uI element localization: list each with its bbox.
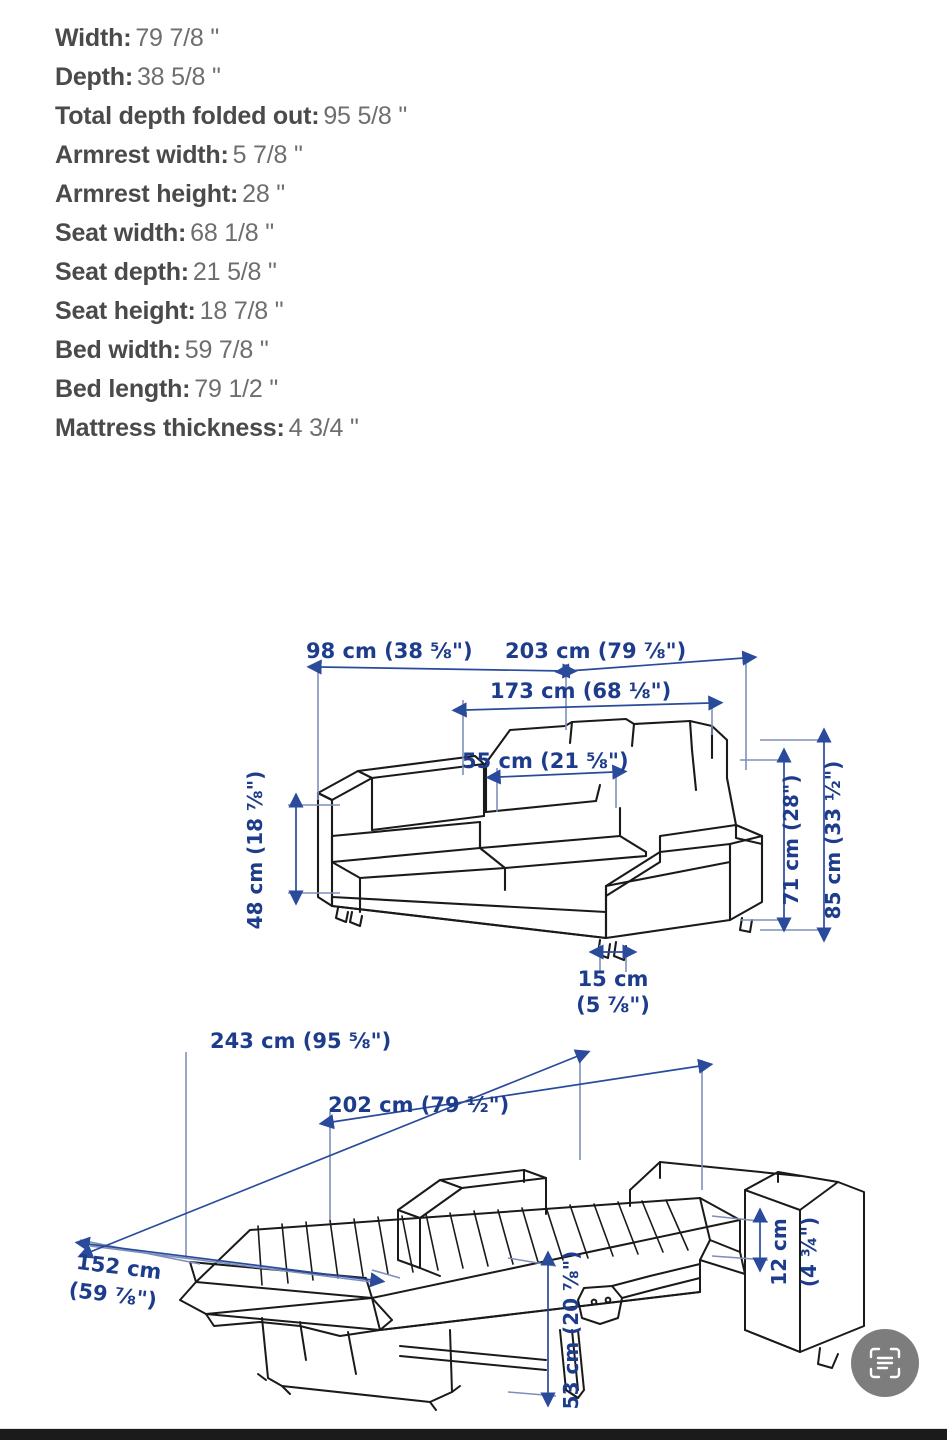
spec-label: Armrest height: <box>55 180 239 208</box>
spec-value: 59 7/8 " <box>184 336 269 364</box>
system-navigation-bar <box>0 1429 947 1440</box>
dim-label-seat-depth: 55 cm (21 ⅝") <box>462 749 629 773</box>
spec-row-seat-height <box>55 299 895 324</box>
dim-label-width: 203 cm (79 ⅞") <box>505 639 687 663</box>
spec-row-mattress-thickness <box>55 416 895 441</box>
dim-label-bed-width-line1: 152 cm <box>74 1249 163 1285</box>
spec-value: 21 5/8 " <box>192 258 277 286</box>
spec-value: 5 7/8 " <box>232 141 303 169</box>
spec-label: Mattress thickness: <box>55 414 285 442</box>
spec-row-seat-width <box>55 221 895 246</box>
dim-label-armrest-height: 71 cm (28") <box>779 774 803 906</box>
dim-label-total-depth-folded-out: 243 cm (95 ⅝") <box>210 1030 392 1053</box>
spec-label: Seat height: <box>55 297 196 325</box>
spec-value: 68 1/8 " <box>190 219 274 247</box>
scan-text-icon <box>867 1345 903 1381</box>
dim-label-depth: 98 cm (38 ⅝") <box>306 639 473 663</box>
dim-label-mattress-thickness-line1: 12 cm <box>767 1218 791 1286</box>
sofa-bed-unfolded-diagram <box>0 1030 947 1430</box>
spec-label: Bed width: <box>55 336 181 364</box>
spec-value: 38 5/8 " <box>136 63 221 91</box>
spec-value: 18 7/8 " <box>199 297 284 325</box>
spec-row-total-depth-folded-out <box>55 104 895 129</box>
sofa-folded-diagram <box>0 600 947 1040</box>
spec-value: 4 3/4 " <box>288 414 359 442</box>
spec-value: 79 1/2 " <box>194 375 279 403</box>
spec-row-armrest-height <box>55 182 895 207</box>
arrow-total-depth-folded-out <box>90 1056 578 1252</box>
dim-label-armrest-width-line1: 15 cm <box>577 967 649 991</box>
arrow-seat-width <box>465 703 710 710</box>
arrow-depth <box>320 667 564 671</box>
spec-row-depth <box>55 65 895 90</box>
spec-label: Width: <box>55 24 132 52</box>
dim-label-total-height: 85 cm (33 ½") <box>821 760 845 920</box>
spec-label: Total depth folded out: <box>55 102 320 130</box>
spec-label: Seat depth: <box>55 258 189 286</box>
spec-value: 95 5/8 " <box>323 102 408 130</box>
dim-label-mattress-thickness-line2: (4 ¾") <box>797 1216 821 1288</box>
dim-label-bed-width-line2: (59 ⅞") <box>67 1277 159 1313</box>
bed-line-drawing <box>180 1162 864 1410</box>
spec-value: 79 7/8 " <box>135 24 220 52</box>
spec-row-seat-depth <box>55 260 895 285</box>
spec-row-armrest-width <box>55 143 895 168</box>
dim-label-armrest-width-line2: (5 ⅞") <box>576 993 650 1017</box>
spec-label: Seat width: <box>55 219 187 247</box>
dim-label-bed-height: 53 cm (20 ⅞") <box>559 1250 583 1410</box>
spec-value: 28 " <box>242 180 285 208</box>
scan-text-button[interactable] <box>851 1329 919 1397</box>
spec-label: Armrest width: <box>55 141 229 169</box>
dim-label-bed-length: 202 cm (79 ½") <box>328 1093 510 1117</box>
dim-label-seat-height: 48 cm (18 ⅞") <box>243 770 267 930</box>
dim-label-seat-width: 173 cm (68 ⅛") <box>490 679 672 703</box>
spec-row-bed-length <box>55 377 895 402</box>
spec-row-width <box>55 26 895 51</box>
specifications-list <box>55 26 895 455</box>
spec-label: Depth: <box>55 63 133 91</box>
spec-label: Bed length: <box>55 375 191 403</box>
spec-row-bed-width <box>55 338 895 363</box>
